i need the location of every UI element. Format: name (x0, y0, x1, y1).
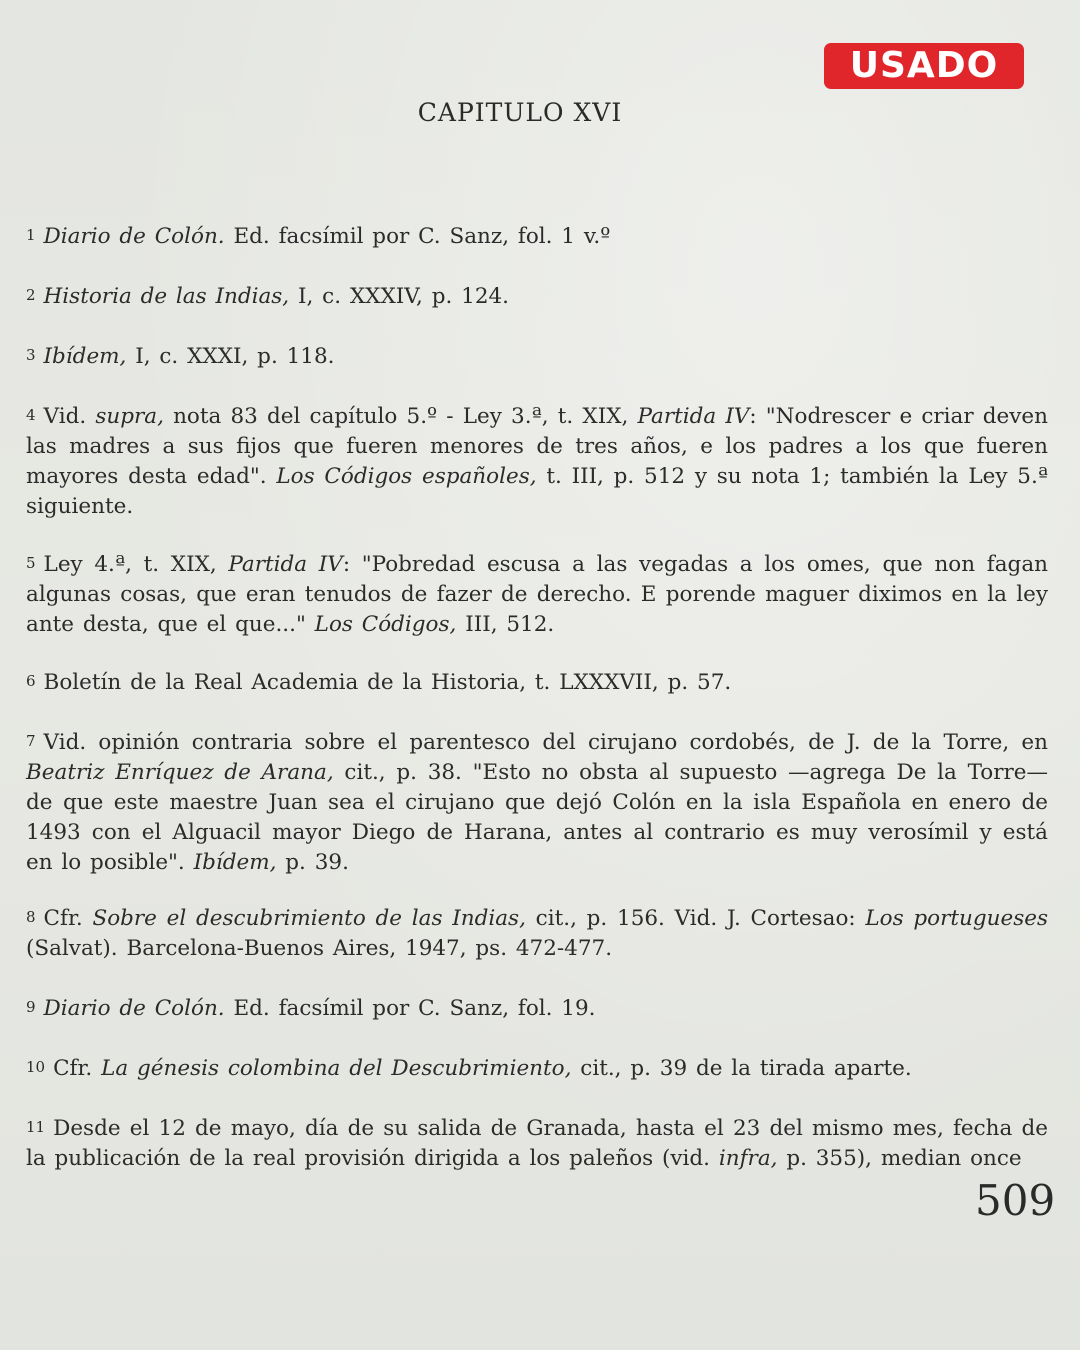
footnote-number: 1 (26, 225, 36, 244)
footnote-text: infra, (718, 1145, 778, 1171)
footnote-number: 10 (26, 1057, 46, 1076)
footnote-text: Historia de las Indias, (43, 283, 290, 309)
footnote-number: 11 (26, 1117, 46, 1136)
footnote-8 (26, 902, 1048, 964)
footnote-number: 5 (26, 553, 36, 572)
footnote-text: I, c. XXXIV, p. 124. (289, 283, 510, 309)
footnote-text: La génesis colombina del Descubrimiento, (101, 1055, 572, 1081)
footnote-text: p. 39. (276, 849, 349, 875)
chapter-title: CAPITULO XVI (417, 98, 623, 127)
footnote-text: Los Códigos españoles, (276, 463, 537, 489)
footnote-text: Sobre el descubrimiento de las Indias, (92, 905, 526, 931)
footnote-text: : "Pobredad escusa a las vegadas a los omes, que non fagan algunas cosas, que eran tenudos de fazer de derecho. E porende maguer diximos en la ley ante desta, que el que..." (26, 551, 1048, 637)
footnote-number: 3 (26, 345, 36, 364)
footnote-text: nota 83 del capítulo 5.º - Ley 3.ª, t. XIX, (163, 403, 638, 429)
footnote-text: supra, (95, 403, 164, 429)
footnote-number: 6 (26, 671, 36, 690)
footnote-5 (26, 548, 1048, 640)
footnote-text: t. III, p. 512 y su nota 1; también la Ley 5.ª siguiente. (26, 463, 1049, 519)
footnote-text: Cfr. (43, 905, 93, 931)
footnote-text: Vid. opinión contraria sobre el parentesco del cirujano cordobés, de J. de la Torre, en (43, 729, 1048, 755)
footnote-9 (26, 992, 1048, 1024)
footnote-text: Los Códigos, (314, 611, 457, 637)
footnote-text: Partida IV (637, 403, 750, 429)
footnote-text: Diario de Colón. (43, 995, 225, 1021)
footnote-text: cit., p. 39 de la tirada aparte. (571, 1055, 912, 1081)
footnote-text: Ed. facsímil por C. Sanz, fol. 1 v.º (224, 223, 611, 249)
footnote-number: 9 (26, 997, 36, 1016)
footnote-2 (26, 280, 1048, 312)
footnote-text: Ibídem, (193, 849, 277, 875)
footnote-7 (26, 726, 1048, 878)
footnote-number: 8 (26, 907, 36, 926)
footnote-text: Boletín de la Real Academia de la Historia, t. LXXXVII, p. 57. (43, 669, 732, 695)
footnote-number: 2 (26, 285, 36, 304)
footnote-text: Diario de Colón. (43, 223, 225, 249)
footnote-6 (26, 666, 1048, 698)
used-badge: USADO (824, 43, 1024, 89)
footnote-number: 7 (26, 731, 36, 750)
footnote-text: p. 355), median once (777, 1145, 1022, 1171)
footnote-text: : "Nodrescer e criar deven las madres a sus fijos que fueren menores de tres años, e los padres a los que fueren mayores desta edad". (26, 403, 1048, 489)
footnote-text: cit., p. 38. "Esto no obsta al supuesto —agrega De la Torre— de que este maestre Juan sea el cirujano que dejó Colón en la isla Española en enero de 1493 con el Alguacil mayor Diego de Harana, antes al contrario es muy verosímil y está en lo posible". (26, 759, 1048, 875)
footnote-text: Partida IV (228, 551, 343, 577)
footnote-text: I, c. XXXI, p. 118. (126, 343, 335, 369)
footnote-10 (26, 1052, 1048, 1084)
page-number: 509 (975, 1176, 1056, 1225)
footnote-text: Desde el 12 de mayo, día de su salida de Granada, hasta el 23 del mismo mes, fecha de la publicación de la real provisión dirigida a los paleños (vid. (26, 1115, 1048, 1171)
footnote-3 (26, 340, 1048, 372)
footnote-11 (26, 1112, 1048, 1174)
footnote-text: Ed. facsímil por C. Sanz, fol. 19. (224, 995, 596, 1021)
footnote-text: Ley 4.ª, t. XIX, (43, 551, 229, 577)
footnote-text: Los portugueses (865, 905, 1048, 931)
footnote-text: (Salvat). Barcelona-Buenos Aires, 1947, ps. 472-477. (26, 935, 613, 961)
footnote-1 (26, 220, 1048, 252)
footnote-text: III, 512. (456, 611, 555, 637)
footnote-text: Cfr. (53, 1055, 102, 1081)
footnote-text: Beatriz Enríquez de Arana, (26, 759, 334, 785)
footnote-text: Vid. (43, 403, 96, 429)
footnote-text: Ibídem, (43, 343, 127, 369)
footnote-4 (26, 400, 1048, 522)
footnote-number: 4 (26, 405, 36, 424)
footnote-text: cit., p. 156. Vid. J. Cortesao: (525, 905, 866, 931)
